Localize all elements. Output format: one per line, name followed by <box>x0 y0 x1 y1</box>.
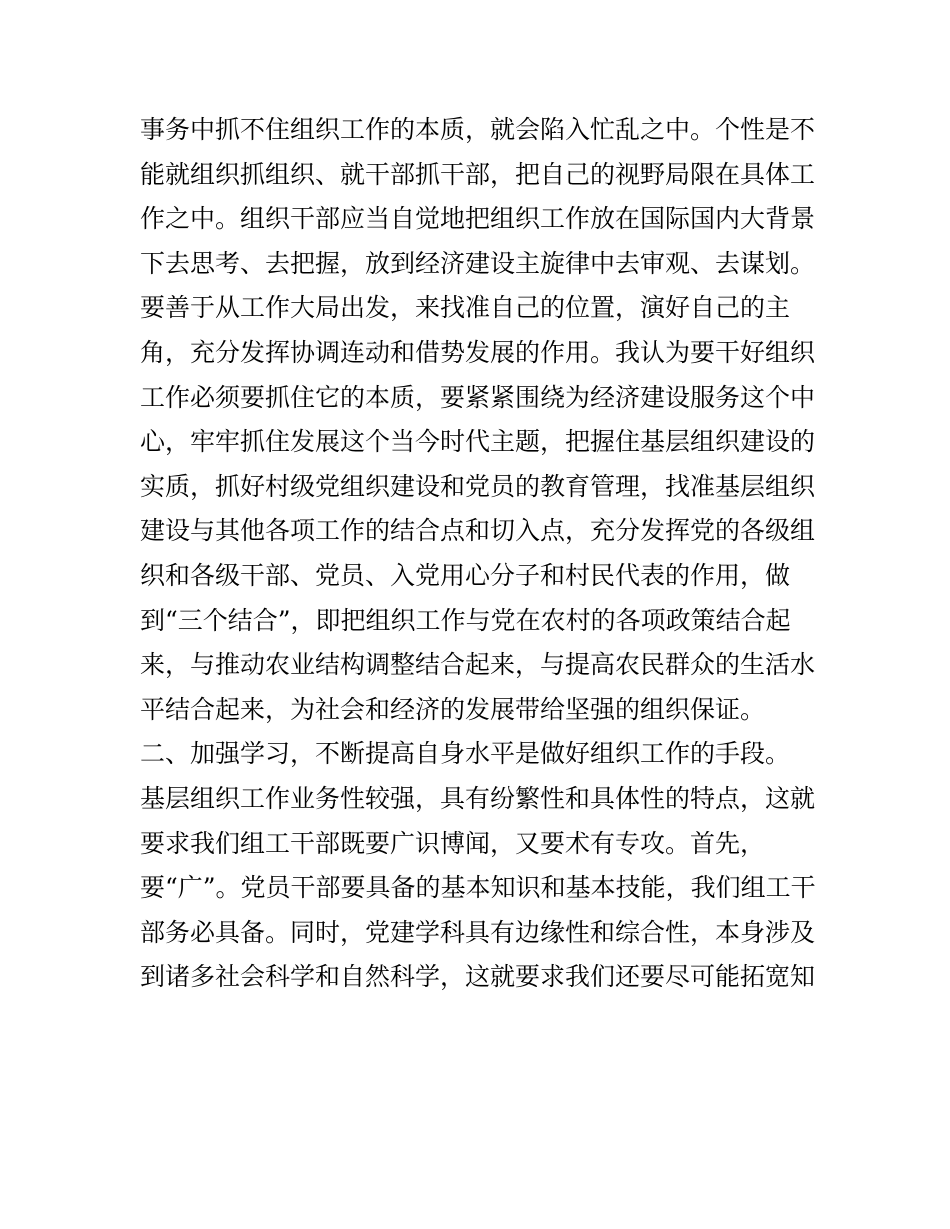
text-line: 基层组织工作业务性较强，具有纷繁性和具体性的特点，这就 <box>140 783 816 813</box>
text-line: 来，与推动农业结构调整结合起来，与提高农民群众的生活水 <box>140 650 816 680</box>
text-line: 到“三个结合”，即把组织工作与党在农村的各项政策结合起 <box>140 605 791 635</box>
text-line: 工作必须要抓住它的本质，要紧紧围绕为经济建设服务这个中 <box>140 382 816 412</box>
text-line: 要“广”。党员干部要具备的基本知识和基本技能，我们组工干 <box>140 873 816 903</box>
text-line: 建设与其他各项工作的结合点和切入点，充分发挥党的各级组 <box>140 516 816 546</box>
text-line: 事务中抓不住组织工作的本质，就会陷入忙乱之中。个性是不 <box>140 115 816 144</box>
text-line: 下去思考、去把握，放到经济建设主旋律中去审观、去谋划。 <box>140 248 816 278</box>
text-line: 角，充分发挥协调连动和借势发展的作用。我认为要干好组织 <box>140 337 816 367</box>
text-line: 到诸多社会科学和自然科学，这就要求我们还要尽可能拓宽知 <box>140 962 816 992</box>
text-line: 心，牢牢抓住发展这个当今时代主题，把握住基层组织建设的 <box>140 427 816 457</box>
text-line: 作之中。组织干部应当自觉地把组织工作放在国际国内大背景 <box>140 204 816 234</box>
text-line: 要善于从工作大局出发，来找准自己的位置，演好自己的主 <box>140 293 791 323</box>
body-text <box>140 108 820 1000</box>
text-line: 部务必具备。同时，党建学科具有边缘性和综合性，本身涉及 <box>140 917 816 947</box>
section-heading: 二、加强学习，不断提高自身水平是做好组织工作的手段。 <box>140 739 791 769</box>
text-line: 实质，抓好村级党组织建设和党员的教育管理，找准基层组织 <box>140 471 816 501</box>
text-line: 要求我们组工干部既要广识博闻，又要术有专攻。首先， <box>140 828 766 858</box>
text-line: 平结合起来，为社会和经济的发展带给坚强的组织保证。 <box>140 694 766 724</box>
text-line: 能就组织抓组织、就干部抓干部，把自己的视野局限在具体工 <box>140 159 816 189</box>
text-line: 织和各级干部、党员、入党用心分子和村民代表的作用，做 <box>140 560 791 590</box>
